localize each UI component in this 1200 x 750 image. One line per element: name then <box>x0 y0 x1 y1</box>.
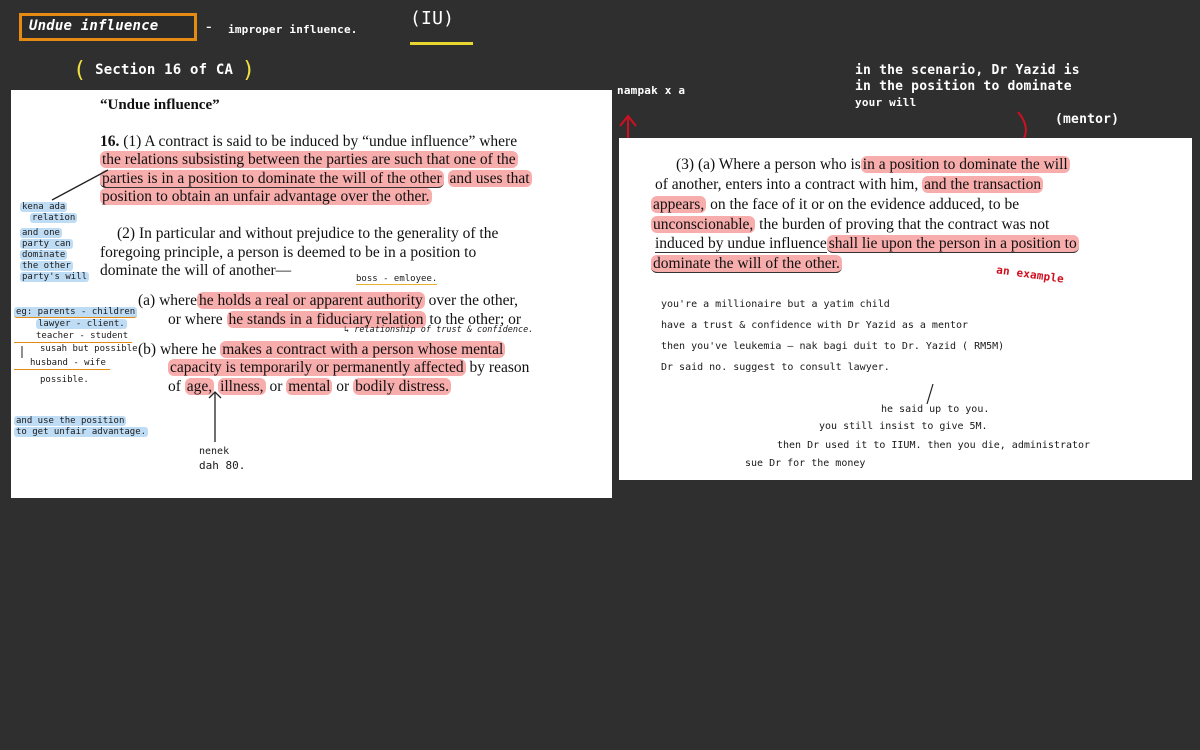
highlight: appears, <box>653 196 705 213</box>
title-subtitle: improper influence. <box>228 23 358 36</box>
para-1-text-a: (1) A contract is said to be induced by “undue influence” where <box>123 133 518 150</box>
example-line: sue Dr for the money <box>745 458 866 469</box>
clause-b-label: (b) <box>138 341 157 358</box>
example-line: then you've leukemia — nak bagi duit to Dr. Yazid ( RM5M) <box>661 341 1005 352</box>
margin-text: eg: parents - children <box>16 307 136 317</box>
margin-text: and one <box>22 228 60 238</box>
clause-3a-text: the burden of proving that the contract was not <box>759 216 1050 233</box>
note-dah-80: dah 80. <box>199 459 246 472</box>
example-line: have a trust & confidence with Dr Yazid as a mentor <box>661 320 969 331</box>
highlight: capacity is temporarily or permanently affected <box>170 359 464 376</box>
section-reference-text: Section 16 of CA <box>95 62 234 78</box>
title-box <box>19 13 197 41</box>
highlight: age, <box>186 378 213 395</box>
highlight: parties is in a position to dominate the will of the other <box>102 170 442 187</box>
highlight: bodily distress. <box>355 378 449 395</box>
margin-text: possible. <box>40 375 89 385</box>
example-line: he said up to you. <box>881 404 990 415</box>
para-1-line-1 <box>100 133 517 152</box>
para-2-line-1: (2) In particular and without prejudice to the generality of the <box>117 225 499 242</box>
clause-3a-text: (3) (a) Where a person who is <box>676 156 861 173</box>
abbreviation-label: (IU) <box>410 8 455 29</box>
note-boss-employee: boss - emloyee. <box>356 274 438 284</box>
title-dash: - <box>204 17 214 36</box>
example-line: then Dr used it to IIUM. then you die, administrator <box>777 440 1091 451</box>
note-scenario <box>855 63 1080 111</box>
abbreviation-underline <box>410 42 473 45</box>
highlight: and uses that <box>449 170 530 187</box>
example-line: Dr said no. suggest to consult lawyer. <box>661 362 890 373</box>
slash-icon <box>919 382 939 406</box>
section-heading: “Undue influence” <box>100 97 220 113</box>
section-number: 16. <box>100 133 120 150</box>
clause-b-line-2 <box>168 359 529 378</box>
highlight: mental <box>288 378 331 395</box>
clause-a-text: over the other, <box>428 292 518 309</box>
highlight: and the transaction <box>924 176 1042 193</box>
note-relationship: ↳ relationship of trust & confidence. <box>344 325 534 335</box>
para-2-line-2: foregoing principle, a person is deemed to be in a position to <box>100 244 477 261</box>
note-mentor: (mentor) <box>1055 112 1120 127</box>
example-line: you still insist to give 5M. <box>819 421 988 432</box>
clause-3a-line-6 <box>651 255 842 274</box>
margin-text: dominate <box>22 250 66 260</box>
margin-text: party can <box>22 239 71 249</box>
red-arrow-icon <box>620 116 636 126</box>
right-page <box>619 138 1192 480</box>
note-an-example: an example <box>995 263 1065 286</box>
margin-text: party's will <box>22 272 88 282</box>
margin-text: kena ada <box>22 202 66 212</box>
margin-text: to get unfair advantage. <box>16 427 147 437</box>
highlight: he stands in a fiduciary relation <box>228 311 424 328</box>
clause-b-text: or <box>269 378 283 395</box>
margin-text: and use the position <box>16 416 125 426</box>
note-scenario-line: your will <box>855 96 917 109</box>
note-nenek: nenek <box>199 446 230 457</box>
clause-b-text: where he <box>159 341 217 358</box>
para-1-line-3 <box>100 170 532 189</box>
margin-text: lawyer - client. <box>38 319 125 329</box>
highlight: dominate the will of the other. <box>653 255 840 272</box>
clause-a-text: or where <box>168 311 223 328</box>
margin-note-examples <box>14 306 138 386</box>
clause-a-text: where <box>159 292 197 309</box>
highlight: shall lie upon the person in a position to <box>828 235 1077 252</box>
clause-b-text: by reason <box>469 359 530 376</box>
handwritten-example <box>661 294 1004 378</box>
paren-close: ) <box>241 58 256 83</box>
clause-3a-text: of another, enters into a contract with him, <box>655 176 919 193</box>
clause-b-text: or <box>336 378 350 395</box>
section-reference <box>73 58 255 83</box>
example-line: you're a millionaire but a yatim child <box>661 299 890 310</box>
paren-open: ( <box>73 58 87 83</box>
para-2-line-3: dominate the will of another— <box>100 262 292 279</box>
para-1-line-2 <box>100 151 518 170</box>
clause-a-label: (a) <box>138 292 156 309</box>
margin-text: teacher - student <box>14 330 132 343</box>
margin-note-advantage <box>14 416 148 438</box>
highlight: position to obtain an unfair advantage over the other. <box>102 188 430 205</box>
note-scenario-line: in the scenario, Dr Yazid is <box>855 63 1080 78</box>
clause-a-line-1 <box>138 292 518 311</box>
clause-3a-text: on the face of it or on the evidence adduced, to be <box>710 196 1020 213</box>
note-nampak: nampak x a <box>617 84 686 97</box>
highlight: illness, <box>220 378 264 395</box>
note-scenario-line: in the position to dominate <box>855 79 1072 94</box>
highlight: unconscionable, <box>653 216 754 233</box>
margin-text: the other <box>22 261 71 271</box>
underlined-text: induced by undue influence <box>655 235 827 252</box>
clause-3a-line-5 <box>655 235 1079 254</box>
para-1-line-4 <box>100 188 432 207</box>
clause-3a-line-4 <box>651 216 1049 235</box>
arrow-icon <box>201 390 231 448</box>
margin-text: husband - wife <box>14 357 110 370</box>
margin-text: susah but possible <box>40 344 138 354</box>
clause-3a-line-1 <box>676 156 1070 175</box>
margin-note-relation <box>20 202 89 283</box>
clause-b-text: of <box>168 378 181 395</box>
highlight: in a position to dominate the will <box>862 156 1068 173</box>
highlight: he holds a real or apparent authority <box>198 292 423 309</box>
clause-3a-line-3 <box>651 196 1019 215</box>
title-text: Undue influence <box>29 18 159 34</box>
margin-text: relation <box>32 213 76 223</box>
clause-a-text: to the other; or <box>429 311 522 328</box>
highlight: makes a contract with a person whose mental <box>222 341 504 358</box>
clause-3a-line-2 <box>655 176 1043 195</box>
highlight: the relations subsisting between the parties are such that one of the <box>102 151 516 168</box>
clause-b-line-1 <box>138 341 505 360</box>
